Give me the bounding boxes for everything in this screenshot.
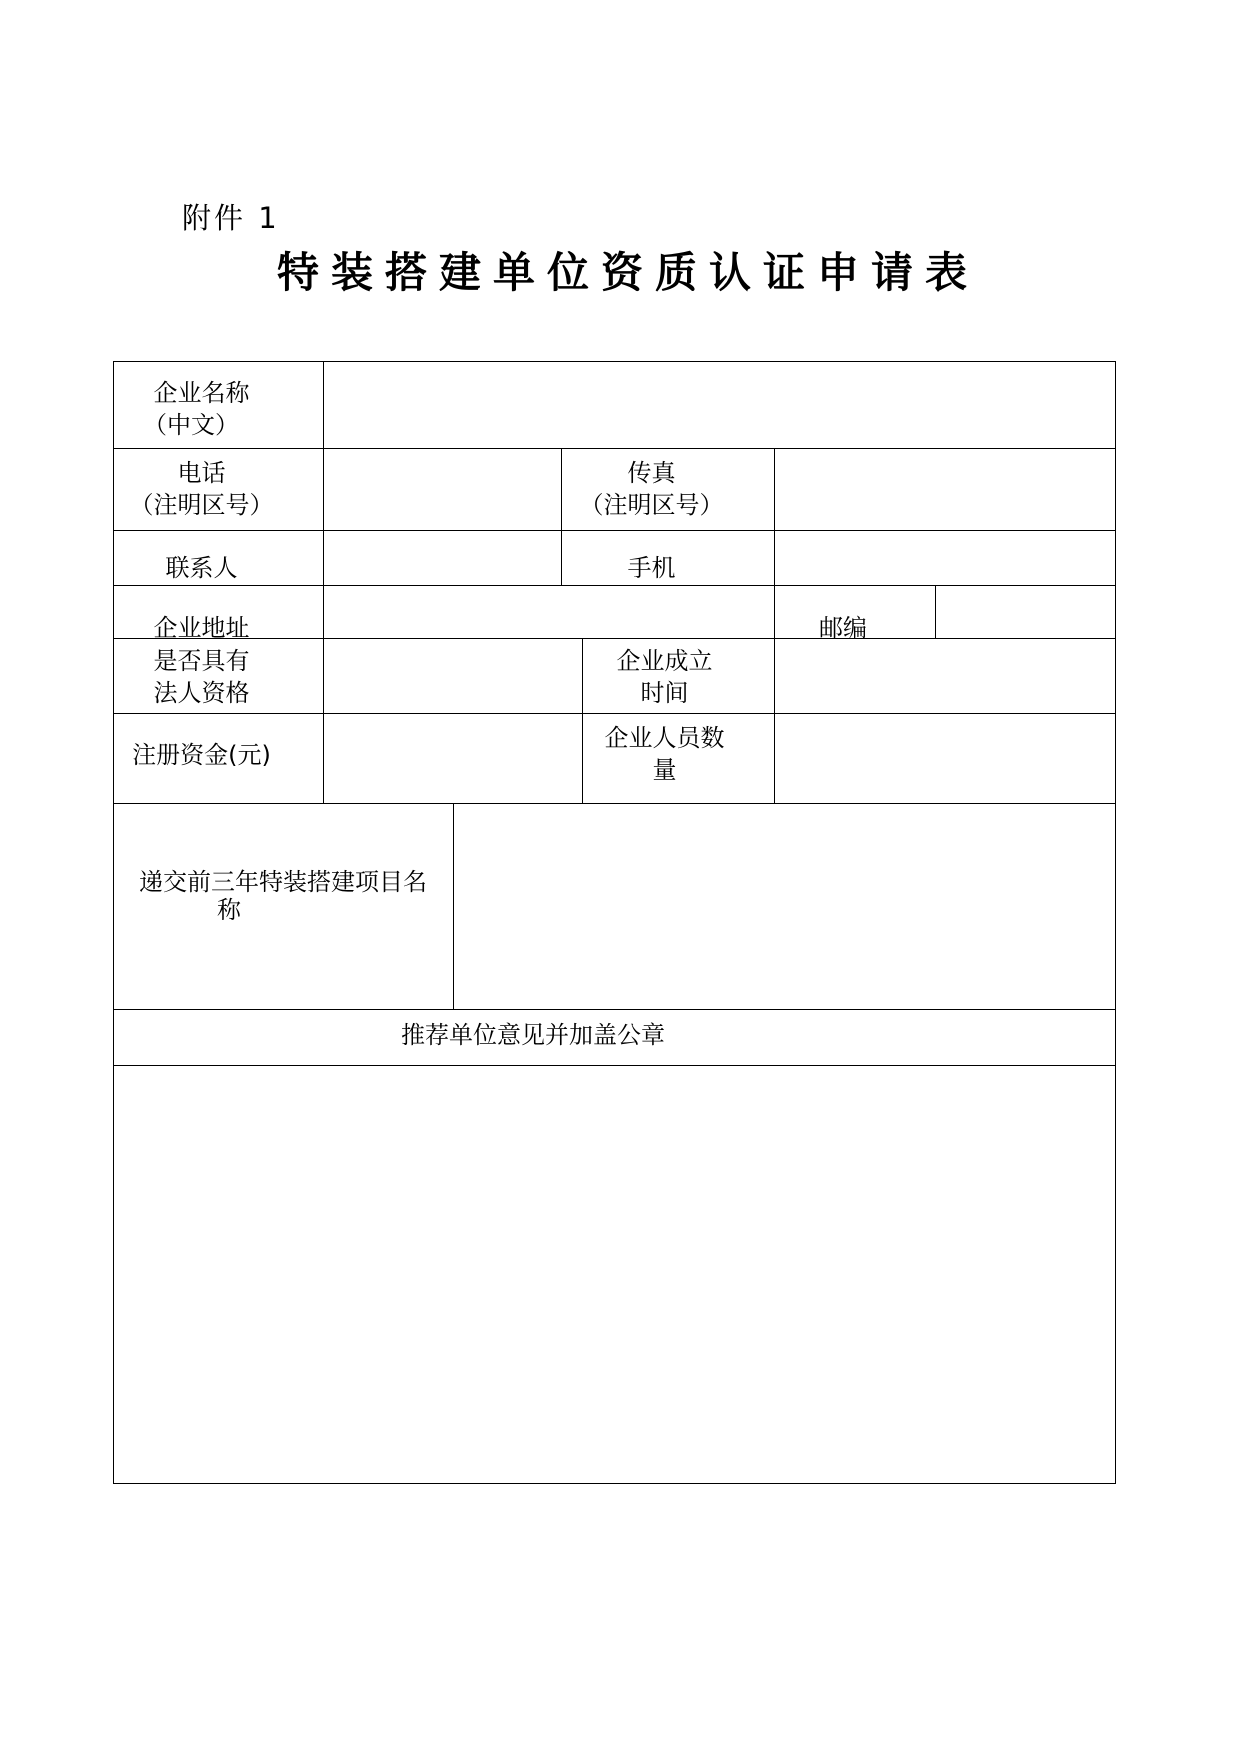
founded-field[interactable] — [776, 640, 1114, 712]
col-divider — [774, 638, 775, 804]
address-field[interactable] — [325, 587, 773, 637]
mobile-field[interactable] — [776, 532, 1114, 584]
capital-label: 注册资金(元) — [132, 741, 271, 769]
legal-status-label: 是否具有 法人资格 — [153, 647, 250, 707]
fax-field[interactable] — [776, 450, 1114, 529]
row-divider — [113, 803, 1116, 804]
row-divider — [113, 1009, 1116, 1010]
recommendation-field[interactable] — [115, 1067, 1114, 1482]
postcode-label: 邮编 — [819, 614, 867, 638]
page-title: 特装搭建单位资质认证申请表 — [276, 248, 979, 297]
legal-status-field[interactable] — [325, 640, 581, 712]
col-divider — [935, 585, 936, 639]
mobile-label: 手机 — [627, 554, 676, 582]
row-divider — [113, 1065, 1116, 1066]
address-label: 企业地址 — [153, 614, 250, 638]
company-name-label: 企业名称 （中文） — [143, 379, 250, 439]
projects-label: 递交前三年特装搭建项目名 称 — [139, 868, 427, 924]
row-divider — [113, 530, 1116, 531]
postcode-field[interactable] — [937, 587, 1114, 637]
phone-field[interactable] — [325, 450, 560, 529]
phone-label: 电话 （注明区号） — [129, 459, 274, 519]
table-border-bottom — [113, 1483, 1116, 1484]
col-divider — [561, 448, 562, 586]
contact-field[interactable] — [325, 532, 560, 584]
staff-count-label: 企业人员数 量 — [604, 724, 725, 784]
capital-field[interactable] — [325, 715, 581, 802]
founded-label: 企业成立 时间 — [616, 647, 713, 707]
col-divider — [453, 803, 454, 1010]
annex-label: 附件 1 — [182, 201, 280, 235]
staff-count-field[interactable] — [776, 715, 1114, 802]
company-name-field[interactable] — [325, 363, 1114, 447]
projects-field[interactable] — [455, 805, 1114, 1008]
row-divider — [113, 448, 1116, 449]
contact-label: 联系人 — [165, 554, 238, 582]
col-divider — [323, 361, 324, 804]
row-divider — [113, 585, 1116, 586]
col-divider — [582, 638, 583, 804]
row-divider — [113, 638, 1116, 639]
fax-label: 传真 （注明区号） — [579, 459, 724, 519]
table-border-top — [113, 361, 1116, 362]
col-divider — [774, 448, 775, 639]
row-divider — [113, 713, 1116, 714]
recommendation-label: 推荐单位意见并加盖公章 — [401, 1021, 665, 1049]
